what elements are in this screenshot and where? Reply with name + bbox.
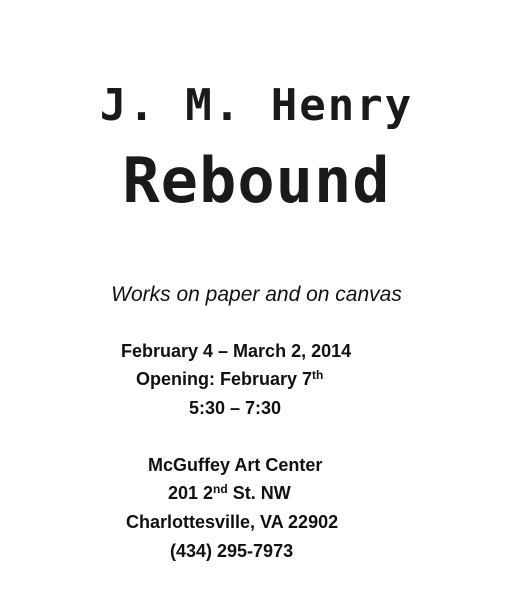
venue-street (168, 483, 291, 504)
street-rest: St. NW (227, 483, 291, 503)
exhibition-subtitle: Works on paper and on canvas (111, 283, 402, 306)
street-ordinal-suffix: nd (213, 482, 228, 496)
artist-name: J. M. Henry (99, 80, 414, 131)
opening-ordinal-suffix: th (312, 368, 324, 382)
venue-city: Charlottesville, VA 22902 (126, 512, 339, 532)
exhibition-title: Rebound (122, 144, 391, 217)
opening-hours: 5:30 – 7:30 (189, 398, 282, 418)
exhibition-dates: February 4 – March 2, 2014 (121, 341, 352, 361)
opening-text: Opening: February 7 (136, 369, 313, 389)
venue-phone: (434) 295-7973 (170, 541, 294, 561)
street-number: 201 2 (168, 483, 214, 503)
venue-name: McGuffey Art Center (148, 455, 323, 475)
opening-date (136, 369, 323, 390)
